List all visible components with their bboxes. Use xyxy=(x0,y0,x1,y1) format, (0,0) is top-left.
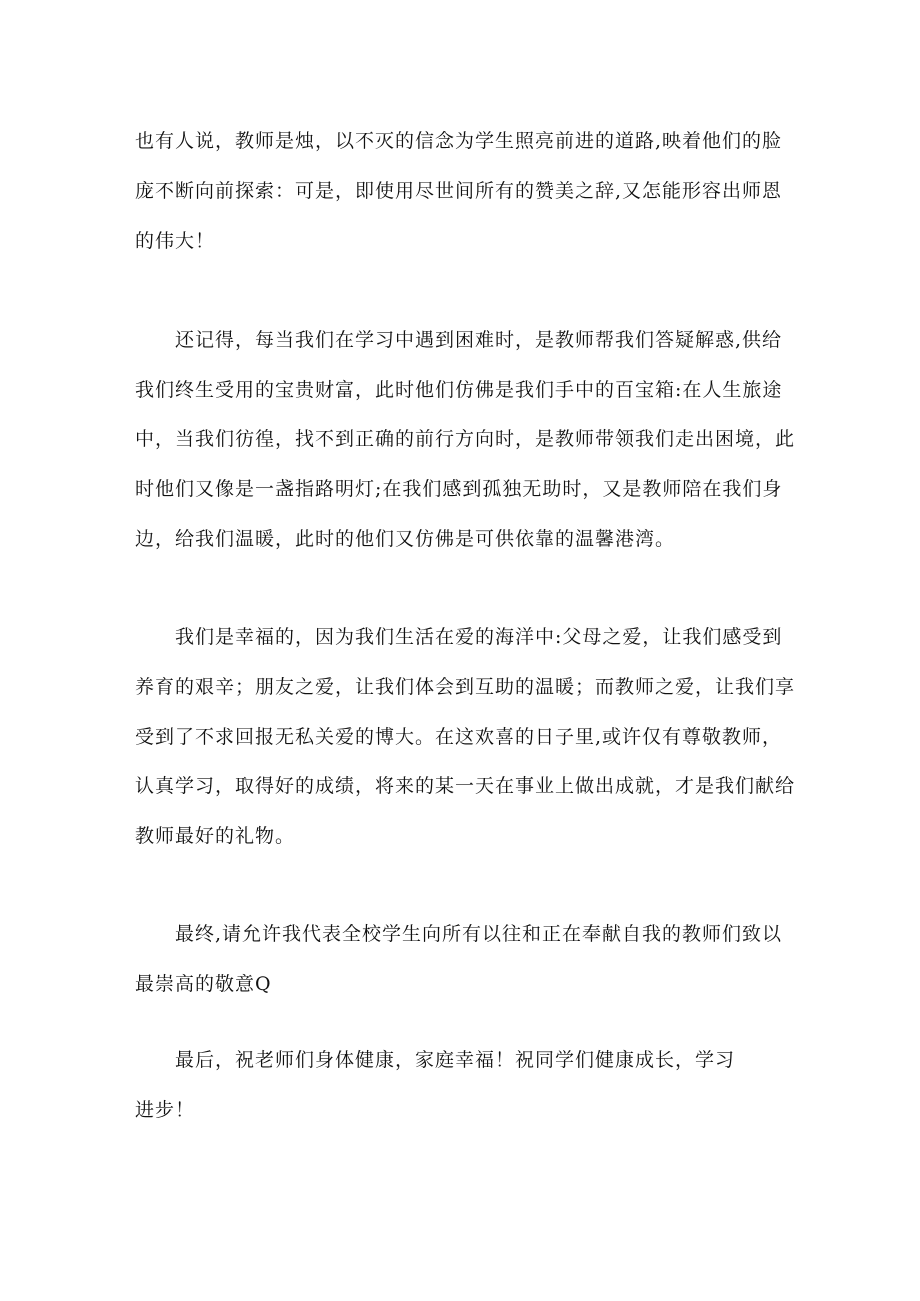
paragraph-line: 的伟大！ xyxy=(135,230,216,252)
paragraph-line: 也有人说，教师是烛，以不灭的信念为学生照亮前进的道路,映着他们的脸 xyxy=(135,130,783,152)
paragraph-line: 边，给我们温暖，此时的他们又仿佛是可供依靠的温馨港湾。 xyxy=(135,528,676,550)
paragraph-line: 养育的艰辛；朋友之爱，让我们体会到互助的温暖；而教师之爱，让我们享 xyxy=(135,676,796,698)
paragraph-line: 我们终生受用的宝贵财富，此时他们仿佛是我们手中的百宝箱:在人生旅途 xyxy=(135,379,783,401)
paragraph-line: 受到了不求回报无私关爱的博大。在这欢喜的日子里,或许仅有尊敬教师， xyxy=(135,726,783,748)
paragraph-line: 庞不断向前探索：可是，即使用尽世间所有的赞美之辞,又怎能形容出师恩 xyxy=(135,180,783,202)
paragraph-line: 还记得，每当我们在学习中遇到困难时，是教师帮我们答疑解惑,供给 xyxy=(175,329,783,351)
paragraph-line: 教师最好的礼物。 xyxy=(135,825,296,847)
paragraph-line: 进步！ xyxy=(135,1099,196,1121)
paragraph-line: 时他们又像是一盏指路明灯;在我们感到孤独无助时，又是教师陪在我们身 xyxy=(135,478,783,500)
paragraph-line: 最后，祝老师们身体健康，家庭幸福！祝同学们健康成长，学习 xyxy=(175,1049,736,1071)
paragraph-line: 认真学习，取得好的成绩，将来的某一天在事业上做出成就，才是我们献给 xyxy=(135,775,796,797)
paragraph-line: 最崇高的敬意Q xyxy=(135,973,272,995)
paragraph-line: 我们是幸福的，因为我们生活在爱的海洋中:父母之爱，让我们感受到 xyxy=(175,626,783,648)
paragraph-line: 中，当我们彷徨，找不到正确的前行方向时，是教师带领我们走出困境，此 xyxy=(135,428,796,450)
paragraph-line: 最终,请允许我代表全校学生向所有以往和正在奉献自我的教师们致以 xyxy=(175,923,783,945)
